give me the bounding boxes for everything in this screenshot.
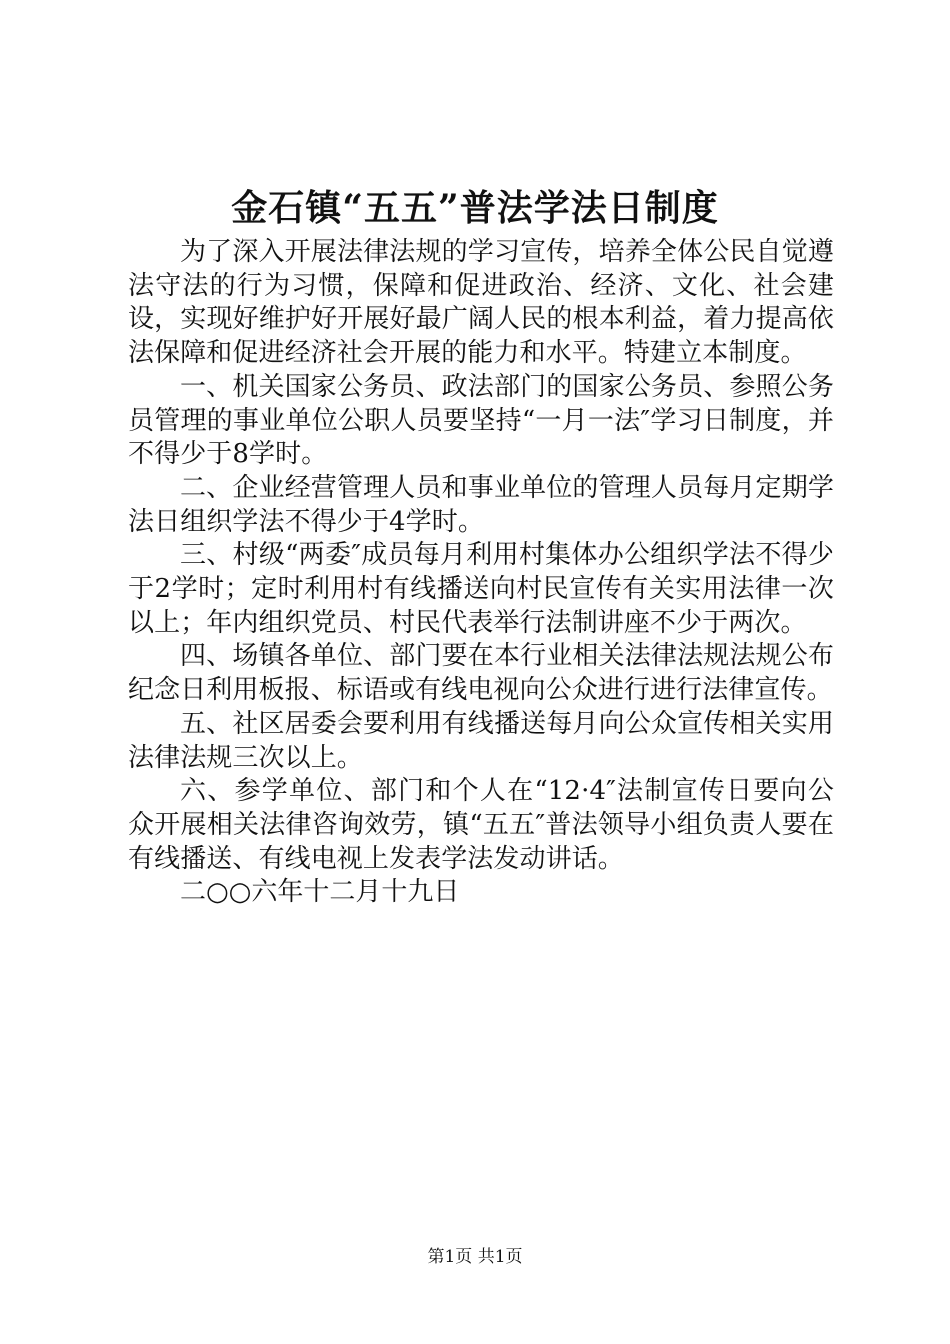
paragraph-intro: 为了深入开展法律法规的学习宣传，培养全体公民自觉遵法守法的行为习惯，保障和促进政治、经济、文化、社会建设，实现好维护好开展好最广阔人民的根本利益，着力提高依法保障和促进经济社会开展的能力和水平。特建立本制度。 — [128, 237, 834, 369]
paragraph-item-6: 六、参学单位、部门和个人在“12·4″法制宣传日要向公众开展相关法律咨询效劳，镇“五五″普法领导小组负责人要在有线播送、有线电视上发表学法发动讲话。 — [128, 776, 834, 874]
document-date: 二○○六年十二月十九日 — [180, 877, 460, 908]
page-footer: 第1页 共1页 — [427, 1247, 523, 1267]
paragraph-item-5: 五、社区居委会要利用有线播送每月向公众宣传相关实用法律法规三次以上。 — [128, 708, 834, 773]
paragraph-item-1: 一、机关国家公务员、政法部门的国家公务员、参照公务员管理的事业单位公职人员要坚持“一月一法″学习日制度，并不得少于8学时。 — [128, 371, 834, 470]
document-body — [128, 236, 834, 910]
paragraph-item-3: 三、村级“两委″成员每月利用村集体办公组织学法不得少于2学时；定时利用村有线播送向村民宣传有关实用法律一次以上；年内组织党员、村民代表举行法制讲座不少于两次。 — [128, 540, 834, 638]
document-title: 金石镇“五五”普法学法日制度 — [231, 187, 719, 229]
paragraph-item-2: 二、企业经营管理人员和事业单位的管理人员每月定期学法日组织学法不得少于4学时。 — [128, 472, 834, 537]
paragraph-item-4: 四、场镇各单位、部门要在本行业相关法律法规法规公布纪念日利用板报、标语或有线电视向公众进行进行法律宣传。 — [128, 641, 834, 706]
